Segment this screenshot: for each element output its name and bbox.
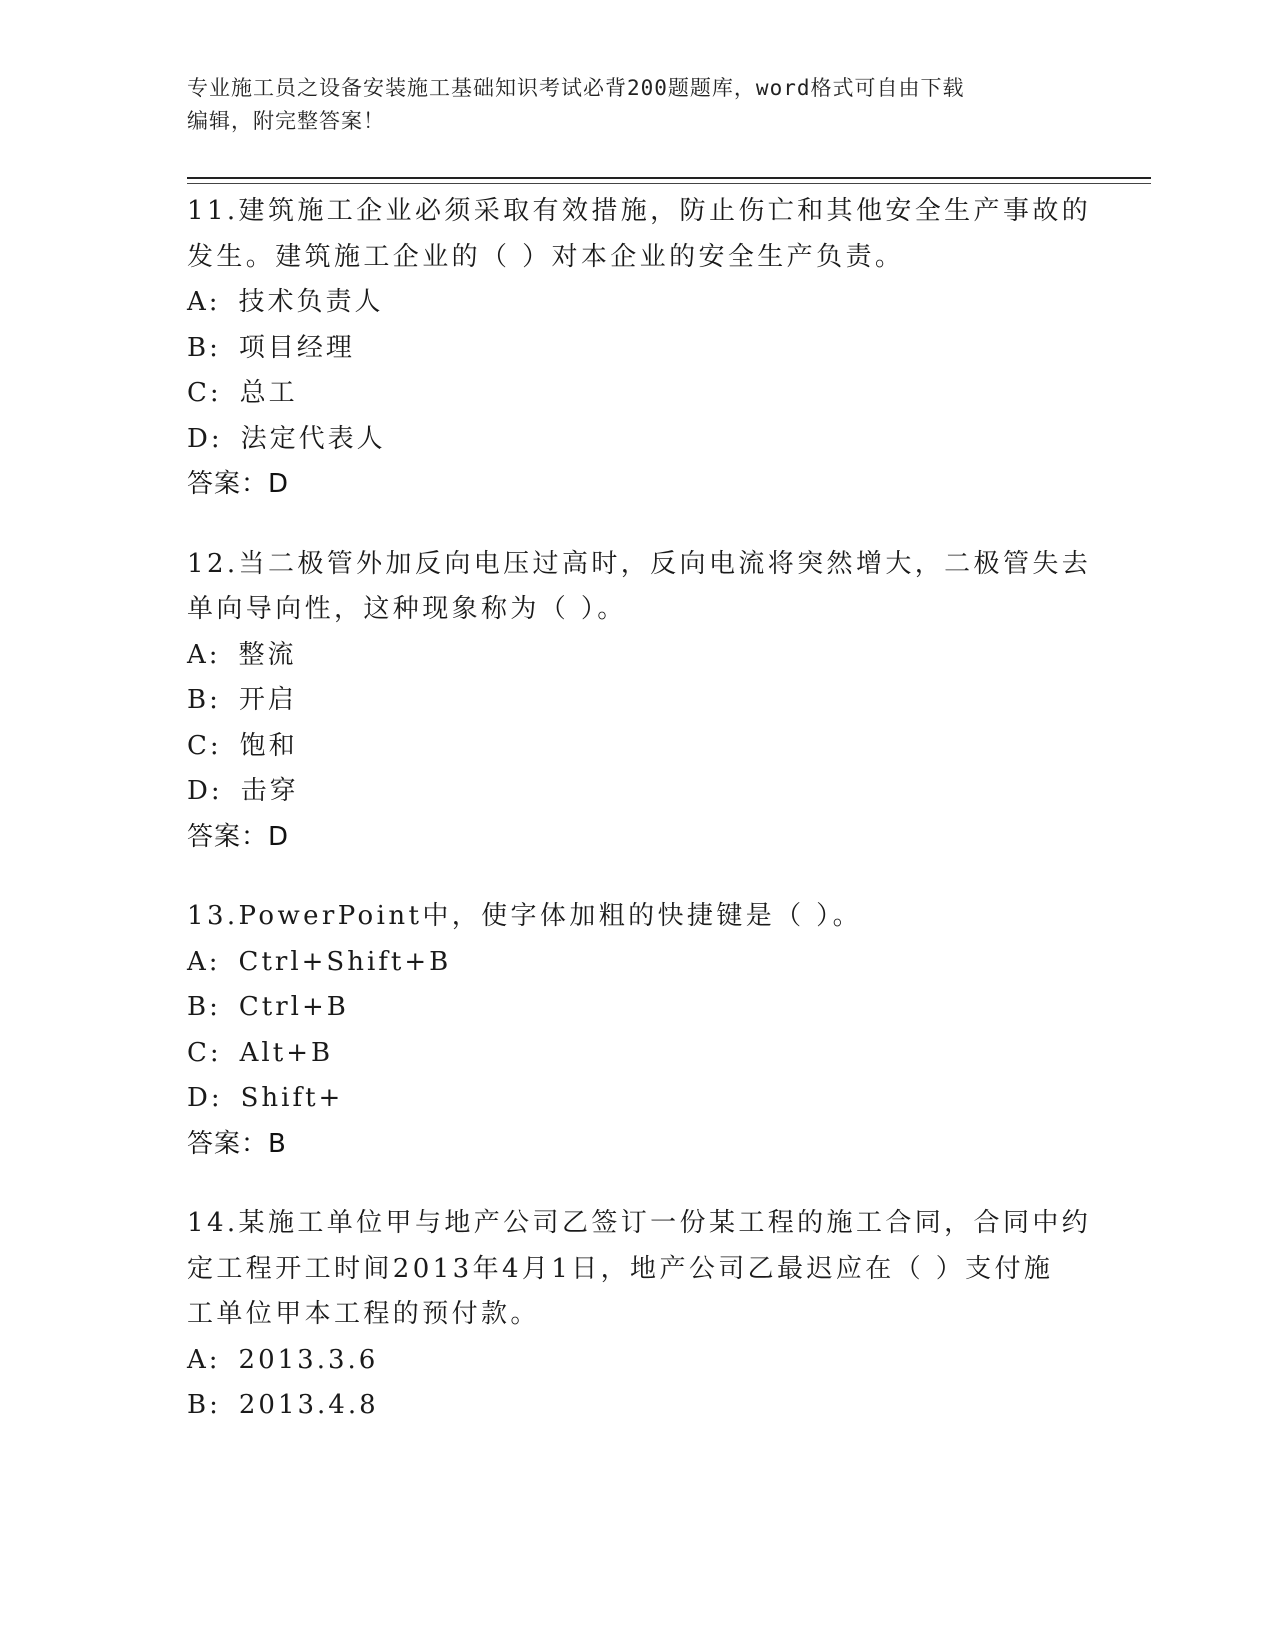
header-divider-thin xyxy=(187,183,1151,184)
option-key: C: xyxy=(187,730,222,761)
option-key: A: xyxy=(187,639,221,670)
option-text: 2013.3.6 xyxy=(238,1344,379,1375)
option-text: 击穿 xyxy=(240,776,299,806)
question-line: 11.建筑施工企业必须采取有效措施，防止伤亡和其他安全生产事故的 xyxy=(187,196,1092,226)
option-text: 2013.4.8 xyxy=(238,1390,379,1420)
question-item xyxy=(187,894,1087,1167)
option-text: 饱和 xyxy=(239,730,298,761)
answer-line: 答案：D xyxy=(187,469,290,499)
option-c xyxy=(187,724,1087,770)
option-d xyxy=(187,417,1087,463)
question-line: 定工程开工时间2013年4月1日，地产公司乙最迟应在（ ）支付施 xyxy=(187,1253,1054,1284)
question-line: 12.当二极管外加反向电压过高时，反向电流将突然增大，二极管失去 xyxy=(187,548,1092,579)
question-text xyxy=(187,542,1092,633)
question-line: 发生。建筑施工企业的（ ）对本企业的安全生产负责。 xyxy=(187,241,905,272)
option-key: B: xyxy=(187,1390,221,1420)
option-text: Alt+B xyxy=(239,1037,334,1068)
question-text xyxy=(187,189,1092,280)
option-b xyxy=(187,326,1087,372)
header-divider-thick xyxy=(187,177,1151,179)
option-key: A: xyxy=(187,1344,221,1375)
option-text: 法定代表人 xyxy=(240,423,386,454)
question-text xyxy=(187,894,1087,940)
option-key: B: xyxy=(187,685,221,715)
question-item xyxy=(187,542,1092,861)
option-text: Shift+ xyxy=(240,1083,344,1113)
question-line: 13.PowerPoint中，使字体加粗的快捷键是（ ）。 xyxy=(187,901,862,931)
answer-line: 答案：D xyxy=(187,821,290,852)
option-key: A: xyxy=(187,946,221,977)
question-text xyxy=(187,1201,1092,1338)
question-line: 工单位甲本工程的预付款。 xyxy=(187,1299,540,1329)
option-text: 开启 xyxy=(238,685,297,715)
option-c xyxy=(187,1031,1087,1077)
question-list xyxy=(187,189,1092,1463)
option-c xyxy=(187,371,1087,417)
option-d xyxy=(187,1076,1087,1122)
option-key: A: xyxy=(187,287,221,317)
option-a xyxy=(187,940,1087,986)
option-key: C: xyxy=(187,1037,222,1068)
option-key: D: xyxy=(187,776,223,806)
question-line: 单向导向性，这种现象称为（ ）。 xyxy=(187,594,627,624)
option-key: B: xyxy=(187,992,221,1022)
question-item xyxy=(187,1201,1092,1429)
option-key: D: xyxy=(187,423,223,454)
option-b xyxy=(187,678,1087,724)
option-key: D: xyxy=(187,1083,223,1113)
option-b xyxy=(187,1383,1087,1429)
option-key: B: xyxy=(187,332,221,363)
question-item xyxy=(187,189,1092,508)
option-text: 技术负责人 xyxy=(238,287,384,317)
header-line: 专业施工员之设备安装施工基础知识考试必背200题题库，word格式可自由下载 xyxy=(187,76,965,100)
option-text: 总工 xyxy=(239,378,298,408)
option-text: Ctrl+B xyxy=(238,992,349,1022)
option-key: C: xyxy=(187,378,222,408)
option-a xyxy=(187,633,1087,679)
option-text: Ctrl+Shift+B xyxy=(238,946,452,977)
option-a xyxy=(187,1338,1087,1384)
header-line: 编辑，附完整答案！ xyxy=(187,109,385,133)
option-text: 项目经理 xyxy=(238,332,355,363)
answer-line: 答案：B xyxy=(187,1128,287,1159)
option-text: 整流 xyxy=(238,639,297,670)
document-header xyxy=(187,72,1067,138)
option-b xyxy=(187,985,1087,1031)
option-a xyxy=(187,280,1087,326)
option-d xyxy=(187,769,1087,815)
question-line: 14.某施工单位甲与地产公司乙签订一份某工程的施工合同，合同中约 xyxy=(187,1208,1092,1238)
